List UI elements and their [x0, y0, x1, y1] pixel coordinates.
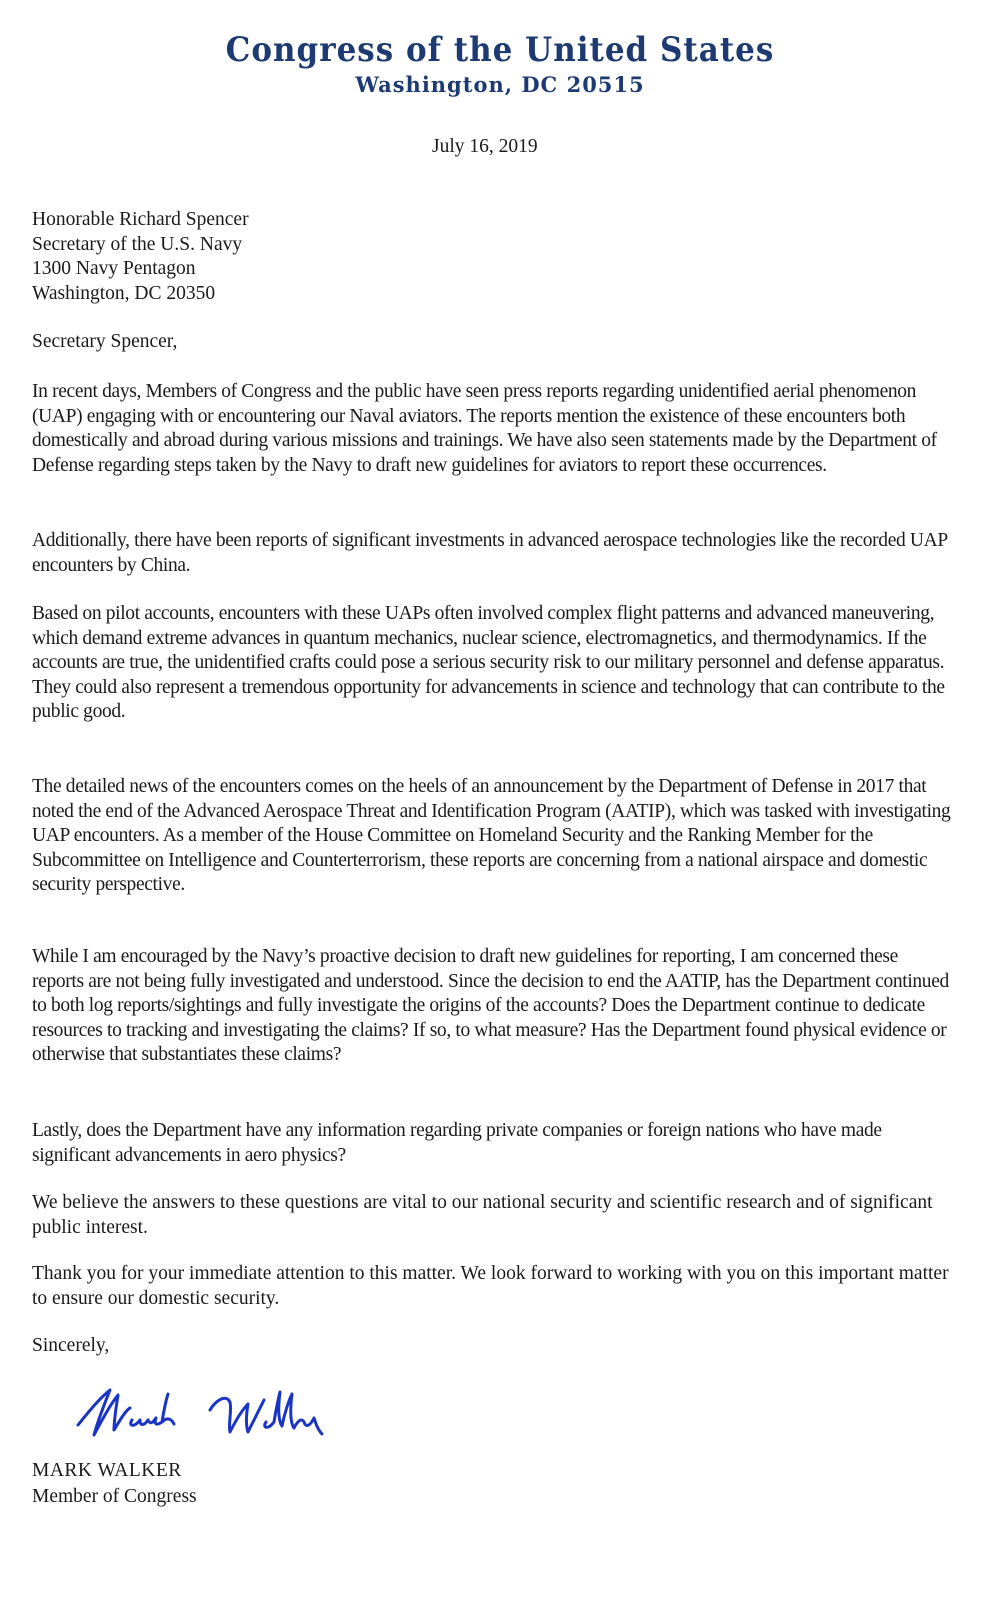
letterhead-title: Congress of the United States	[225, 30, 775, 70]
recipient-city: Washington, DC 20350	[32, 282, 216, 304]
paragraph-china-investments: Additionally, there have been reports of significant investments in advanced aerospace technologies like the recorded UAP encounters by China.	[32, 530, 948, 576]
letter-date: July 16, 2019	[432, 136, 538, 157]
signer-title: Member of Congress	[32, 1486, 197, 1507]
recipient-street: 1300 Navy Pentagon	[32, 258, 196, 279]
recipient-address	[32, 208, 249, 306]
salutation: Secretary Spencer,	[32, 331, 178, 352]
closing: Sincerely,	[32, 1335, 110, 1356]
recipient-title: Secretary of the U.S. Navy	[32, 233, 243, 255]
paragraph-thank-you: Thank you for your immediate attention to this matter. We look forward to working with you on this important matter to ensure our domestic security.	[32, 1263, 949, 1309]
paragraph-private-companies: Lastly, does the Department have any information regarding private companies or foreign nations who have made significant advancements in aero physics?	[32, 1120, 882, 1166]
paragraph-national-security: We believe the answers to these questions are vital to our national security and scientific research and of significant public interest.	[32, 1192, 933, 1238]
signer-name: MARK WALKER	[32, 1460, 182, 1481]
paragraph-pilot-accounts: Based on pilot accounts, encounters with these UAPs often involved complex flight patterns and advanced maneuvering, which demand extreme advances in quantum mechanics, nuclear science, electromagnetics, and thermodynamics. If the accounts are true, the unidentified crafts could pose a serious security risk to our military personnel and defense apparatus. They could also represent a tremendous opportunity for advancements in science and technology that can contribute to the public good.	[32, 603, 945, 722]
letterhead-address: Washington, DC 20515	[355, 72, 645, 97]
paragraph-aatip: The detailed news of the encounters comes on the heels of an announcement by the Department of Defense in 2017 that noted the end of the Advanced Aerospace Threat and Identification Program (AATIP), which was tasked with investigating UAP encounters. As a member of the House Committee on Homeland Security and the Ranking Member for the Subcommittee on Intelligence and Counterterrorism, these reports are concerning from a national airspace and domestic security perspective.	[32, 776, 951, 895]
paragraph-uap-reports: In recent days, Members of Congress and the public have seen press reports regarding unidentified aerial phenomenon (UAP) engaging with or encountering our Naval aviators. The reports mention the existence of these encounters both domestically and abroad during various missions and trainings. We have also seen statements made by the Department of Defense regarding steps taken by the Navy to draft new guidelines for aviators to report these occurrences.	[32, 381, 937, 476]
handwritten-signature	[70, 1380, 330, 1450]
letterhead	[0, 30, 1000, 100]
recipient-name: Honorable Richard Spencer	[32, 209, 249, 230]
paragraph-questions: While I am encouraged by the Navy’s proactive decision to draft new guidelines for reporting, I am concerned these reports are not being fully investigated and understood. Since the decision to end the AATIP, has the Department continued to both log reports/sightings and fully investigate the origins of the accounts? Does the Department continue to dedicate resources to tracking and investigating the claims? If so, to what measure? Has the Department found physical evidence or otherwise that substantiates these claims?	[32, 946, 949, 1065]
